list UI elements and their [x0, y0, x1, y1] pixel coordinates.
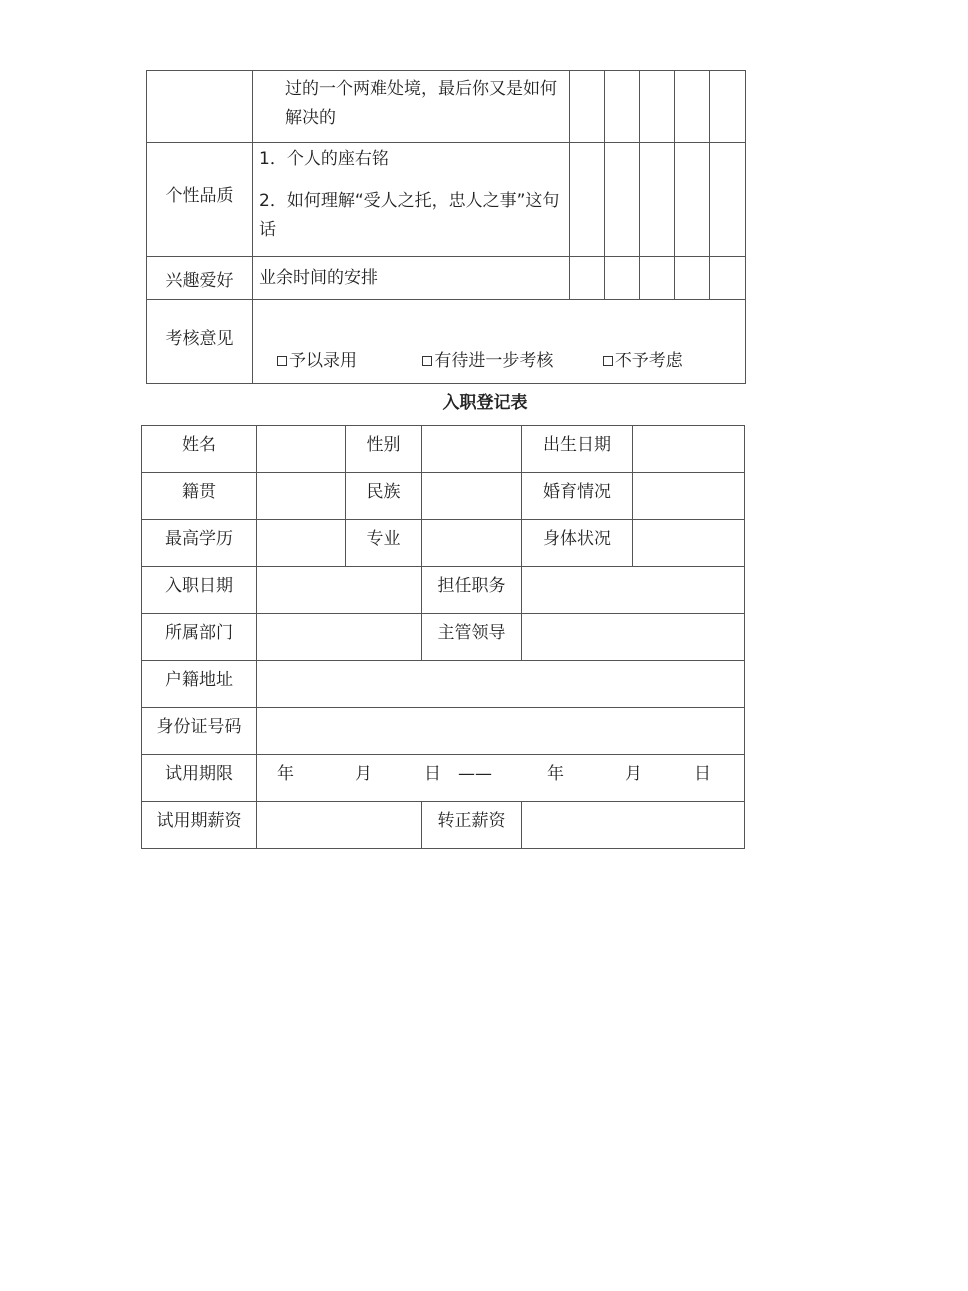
score-cell[interactable]	[605, 71, 640, 143]
eval-row-opinion	[147, 300, 746, 384]
option-reject[interactable]: 不予考虑	[603, 346, 683, 371]
field-position[interactable]	[522, 567, 745, 614]
period-start-year: 年	[277, 764, 294, 784]
label-entry-date: 入职日期	[142, 567, 257, 614]
label-supervisor: 主管领导	[422, 614, 522, 661]
reg-row-3	[142, 520, 745, 567]
field-gender[interactable]	[422, 426, 522, 473]
score-cell[interactable]	[710, 143, 746, 257]
period-end-day: 日	[694, 764, 711, 784]
label-department: 所属部门	[142, 614, 257, 661]
opinion-options	[253, 300, 746, 384]
checkbox-icon[interactable]	[603, 356, 613, 366]
option-hire[interactable]: 予以录用	[277, 346, 417, 371]
registration-form-title: 入职登记表	[442, 393, 528, 413]
eval-label-empty	[147, 71, 253, 143]
period-end-year: 年	[547, 764, 564, 784]
score-cell[interactable]	[710, 71, 746, 143]
label-id-number: 身份证号码	[142, 708, 257, 755]
field-ethnicity[interactable]	[422, 473, 522, 520]
label-household-address: 户籍地址	[142, 661, 257, 708]
eval-row-hobby	[147, 257, 746, 300]
question-motto: 1．个人的座右铭	[259, 149, 389, 169]
label-gender: 性别	[346, 426, 422, 473]
label-position: 担任职务	[422, 567, 522, 614]
field-entry-date[interactable]	[257, 567, 422, 614]
reg-row-4	[142, 567, 745, 614]
reg-row-1	[142, 426, 745, 473]
eval-label-opinion: 考核意见	[147, 300, 253, 384]
eval-row-personality	[147, 143, 746, 257]
score-cell[interactable]	[570, 143, 605, 257]
score-cell[interactable]	[710, 257, 746, 300]
checkbox-icon[interactable]	[277, 356, 287, 366]
field-education[interactable]	[257, 520, 346, 567]
eval-question-personality	[253, 143, 570, 257]
score-cell[interactable]	[640, 71, 675, 143]
field-department[interactable]	[257, 614, 422, 661]
score-cell[interactable]	[675, 71, 710, 143]
field-id-number[interactable]	[257, 708, 745, 755]
label-marital: 婚育情况	[522, 473, 633, 520]
checkbox-icon[interactable]	[422, 356, 432, 366]
score-cell[interactable]	[675, 143, 710, 257]
period-end-month: 月	[625, 764, 642, 784]
label-birth-date: 出生日期	[522, 426, 633, 473]
label-probation-period: 试用期限	[142, 755, 257, 802]
field-probation-salary[interactable]	[257, 802, 422, 849]
eval-row-continuation	[147, 71, 746, 143]
period-dash: ——	[458, 764, 492, 784]
label-regular-salary: 转正薪资	[422, 802, 522, 849]
score-cell[interactable]	[605, 143, 640, 257]
score-cell[interactable]	[675, 257, 710, 300]
field-regular-salary[interactable]	[522, 802, 745, 849]
evaluation-table	[146, 70, 746, 384]
reg-row-9	[142, 802, 745, 849]
period-start-day: 日	[424, 764, 441, 784]
label-name: 姓名	[142, 426, 257, 473]
score-cell[interactable]	[640, 257, 675, 300]
reg-row-5	[142, 614, 745, 661]
label-health: 身体状况	[522, 520, 633, 567]
field-name[interactable]	[257, 426, 346, 473]
eval-question-continuation: 过的一个两难处境，最后你又是如何解决的	[253, 71, 570, 143]
label-major: 专业	[346, 520, 422, 567]
eval-question-hobby: 业余时间的安排	[253, 257, 570, 300]
eval-label-personality: 个性品质	[147, 143, 253, 257]
field-household-address[interactable]	[257, 661, 745, 708]
field-probation-period[interactable]	[257, 755, 745, 802]
registration-table	[141, 425, 745, 849]
eval-label-hobby: 兴趣爱好	[147, 257, 253, 300]
reg-row-6	[142, 661, 745, 708]
field-major[interactable]	[422, 520, 522, 567]
question-trust: 2．如何理解“受人之托，忠人之事”这句话	[259, 191, 560, 240]
option-further-review[interactable]: 有待进一步考核	[422, 346, 597, 371]
label-education: 最高学历	[142, 520, 257, 567]
field-native-place[interactable]	[257, 473, 346, 520]
field-health[interactable]	[633, 520, 745, 567]
score-cell[interactable]	[605, 257, 640, 300]
label-ethnicity: 民族	[346, 473, 422, 520]
score-cell[interactable]	[640, 143, 675, 257]
field-birth-date[interactable]	[633, 426, 745, 473]
reg-row-7	[142, 708, 745, 755]
period-start-month: 月	[355, 764, 372, 784]
label-probation-salary: 试用期薪资	[142, 802, 257, 849]
reg-row-2	[142, 473, 745, 520]
reg-row-8	[142, 755, 745, 802]
score-cell[interactable]	[570, 71, 605, 143]
field-supervisor[interactable]	[522, 614, 745, 661]
score-cell[interactable]	[570, 257, 605, 300]
label-native-place: 籍贯	[142, 473, 257, 520]
field-marital[interactable]	[633, 473, 745, 520]
